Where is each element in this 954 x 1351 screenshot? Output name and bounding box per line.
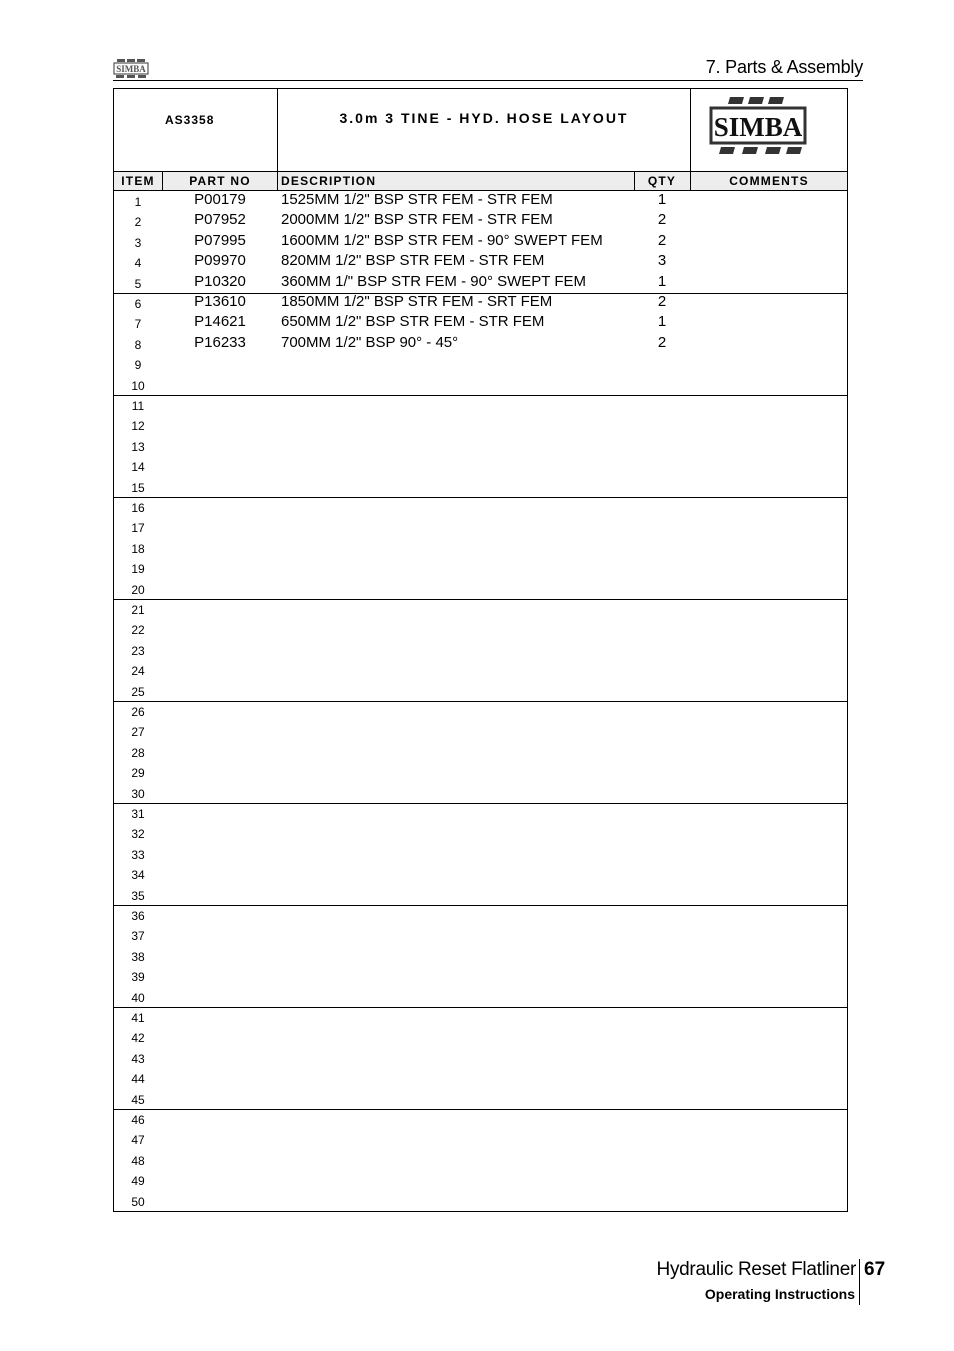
part-number: P07952 (194, 211, 246, 229)
part-description: 820MM 1/2" BSP STR FEM - STR FEM (281, 252, 545, 270)
item-number: 35 (131, 888, 145, 903)
item-number: 27 (131, 725, 145, 740)
item-number: 42 (131, 1031, 145, 1046)
table-row (114, 395, 847, 415)
table-row (114, 1048, 847, 1068)
assembly-code: AS3358 (114, 89, 278, 171)
table-row (114, 579, 847, 599)
part-description: 700MM 1/2" BSP 90° - 45° (281, 333, 459, 351)
item-number: 26 (131, 705, 145, 719)
header-description: DESCRIPTION (281, 174, 377, 188)
item-number: 33 (131, 847, 145, 862)
item-number: 21 (131, 603, 145, 617)
item-number: 34 (131, 868, 145, 883)
item-number: 50 (131, 1194, 145, 1209)
table-row (114, 783, 847, 803)
item-number: 49 (131, 1174, 145, 1189)
table-row (114, 456, 847, 476)
header-qty: QTY (647, 174, 677, 188)
table-row (114, 721, 847, 741)
part-description: 2000MM 1/2" BSP STR FEM - STR FEM (281, 211, 553, 229)
footer-rule (859, 1259, 860, 1305)
item-number: 36 (131, 909, 145, 923)
item-number: 4 (134, 256, 142, 271)
header-part-no: PART NO (189, 174, 251, 188)
table-row (114, 558, 847, 578)
table-row (114, 477, 847, 497)
table-row (114, 1027, 847, 1047)
table-row (114, 1007, 847, 1027)
table-row (114, 1129, 847, 1149)
part-number: P07995 (194, 231, 246, 249)
item-number: 30 (131, 786, 145, 801)
table-row (114, 640, 847, 660)
item-number: 10 (131, 378, 145, 393)
item-number: 22 (131, 623, 145, 638)
assembly-title: 3.0m 3 TINE - HYD. HOSE LAYOUT (278, 89, 691, 171)
item-number: 19 (131, 562, 145, 577)
item-number: 23 (131, 643, 145, 658)
item-number: 47 (131, 1133, 145, 1148)
footer-subtitle: Operating Instructions (704, 1286, 855, 1302)
item-number: 38 (131, 949, 145, 964)
table-row (114, 619, 847, 639)
item-number: 37 (131, 929, 145, 944)
item-number: 20 (131, 582, 145, 597)
item-number: 39 (131, 970, 145, 985)
table-row (114, 1170, 847, 1190)
table-row (114, 1109, 847, 1129)
table-row (114, 742, 847, 762)
parts-sheet (113, 88, 848, 1212)
part-description: 1850MM 1/2" BSP STR FEM - SRT FEM (281, 293, 553, 310)
part-description: 650MM 1/2" BSP STR FEM - STR FEM (281, 313, 545, 331)
item-number: 32 (131, 827, 145, 842)
item-number: 12 (131, 419, 145, 434)
item-number: 18 (131, 541, 145, 556)
table-row (114, 762, 847, 782)
table-row (114, 334, 847, 354)
part-qty: 2 (657, 211, 667, 229)
table-row (114, 987, 847, 1007)
table-row (114, 211, 847, 231)
section-title: 7. Parts & Assembly (705, 57, 863, 77)
item-number: 1 (134, 195, 142, 209)
part-qty: 2 (657, 231, 667, 249)
table-row (114, 681, 847, 701)
column-headers (114, 172, 847, 191)
svg-text:SIMBA: SIMBA (713, 112, 803, 142)
simba-small-logo (113, 59, 149, 79)
item-number: 7 (134, 317, 142, 332)
part-qty: 1 (657, 313, 667, 331)
item-number: 41 (131, 1011, 145, 1025)
part-description: 1600MM 1/2" BSP STR FEM - 90° SWEPT FEM (281, 231, 603, 249)
table-row (114, 497, 847, 517)
svg-text:SIMBA: SIMBA (116, 64, 146, 74)
item-number: 40 (131, 990, 145, 1005)
item-number: 5 (134, 276, 142, 291)
part-number: P13610 (194, 293, 246, 310)
item-number: 48 (131, 1153, 145, 1168)
item-number: 45 (131, 1092, 145, 1107)
part-number: P00179 (194, 191, 246, 208)
table-row (114, 966, 847, 986)
table-row (114, 538, 847, 558)
col-rule-item (162, 172, 163, 191)
table-row (114, 313, 847, 333)
item-number: 14 (131, 460, 145, 475)
table-row (114, 925, 847, 945)
table-row (114, 1191, 847, 1211)
item-number: 43 (131, 1051, 145, 1066)
table-row (114, 436, 847, 456)
part-description: 1525MM 1/2" BSP STR FEM - STR FEM (281, 191, 553, 208)
table-row (114, 844, 847, 864)
item-number: 31 (131, 807, 145, 821)
table-row (114, 517, 847, 537)
item-number: 2 (134, 215, 142, 230)
part-qty: 2 (657, 333, 667, 351)
item-number: 29 (131, 766, 145, 781)
table-row (114, 415, 847, 435)
page-number: 67 (864, 1259, 886, 1280)
part-qty: 2 (657, 293, 667, 310)
item-number: 44 (131, 1072, 145, 1087)
table-row (114, 1068, 847, 1088)
table-row (114, 803, 847, 823)
header-comments: COMMENTS (729, 174, 809, 188)
header-rule (113, 80, 863, 81)
table-row (114, 375, 847, 395)
table-row (114, 823, 847, 843)
part-description: 360MM 1/" BSP STR FEM - 90° SWEPT FEM (281, 272, 587, 290)
table-row (114, 191, 847, 211)
title-block (114, 89, 847, 172)
table-row (114, 660, 847, 680)
col-rule-desc (634, 172, 635, 191)
table-row (114, 293, 847, 313)
item-number: 6 (134, 297, 142, 311)
item-number: 25 (131, 684, 145, 699)
part-number: P10320 (194, 272, 246, 290)
col-rule-part (277, 172, 278, 191)
header-item: ITEM (121, 174, 155, 188)
footer-title: Hydraulic Reset Flatliner (656, 1259, 856, 1280)
simba-logo (708, 95, 808, 159)
item-number: 3 (134, 235, 142, 250)
item-number: 15 (131, 480, 145, 495)
item-number: 8 (134, 337, 142, 352)
table-row (114, 354, 847, 374)
table-row (114, 273, 847, 293)
table-row (114, 232, 847, 252)
item-number: 24 (131, 664, 145, 679)
part-number: P09970 (194, 252, 246, 270)
item-number: 9 (134, 358, 142, 373)
table-row (114, 599, 847, 619)
table-row (114, 864, 847, 884)
item-number: 16 (131, 501, 145, 515)
item-number: 46 (131, 1113, 145, 1127)
part-qty: 3 (657, 252, 667, 270)
table-row (114, 946, 847, 966)
table-row (114, 905, 847, 925)
table-row (114, 1089, 847, 1109)
part-number: P14621 (194, 313, 246, 331)
item-number: 13 (131, 439, 145, 454)
part-qty: 1 (657, 272, 667, 290)
item-number: 17 (131, 521, 145, 536)
part-number: P16233 (194, 333, 246, 351)
part-qty: 1 (657, 191, 667, 208)
item-number: 11 (131, 399, 145, 413)
col-rule-qty (690, 172, 691, 191)
item-number: 28 (131, 745, 145, 760)
table-row (114, 885, 847, 905)
table-row (114, 701, 847, 721)
table-row (114, 252, 847, 272)
table-row (114, 1150, 847, 1170)
